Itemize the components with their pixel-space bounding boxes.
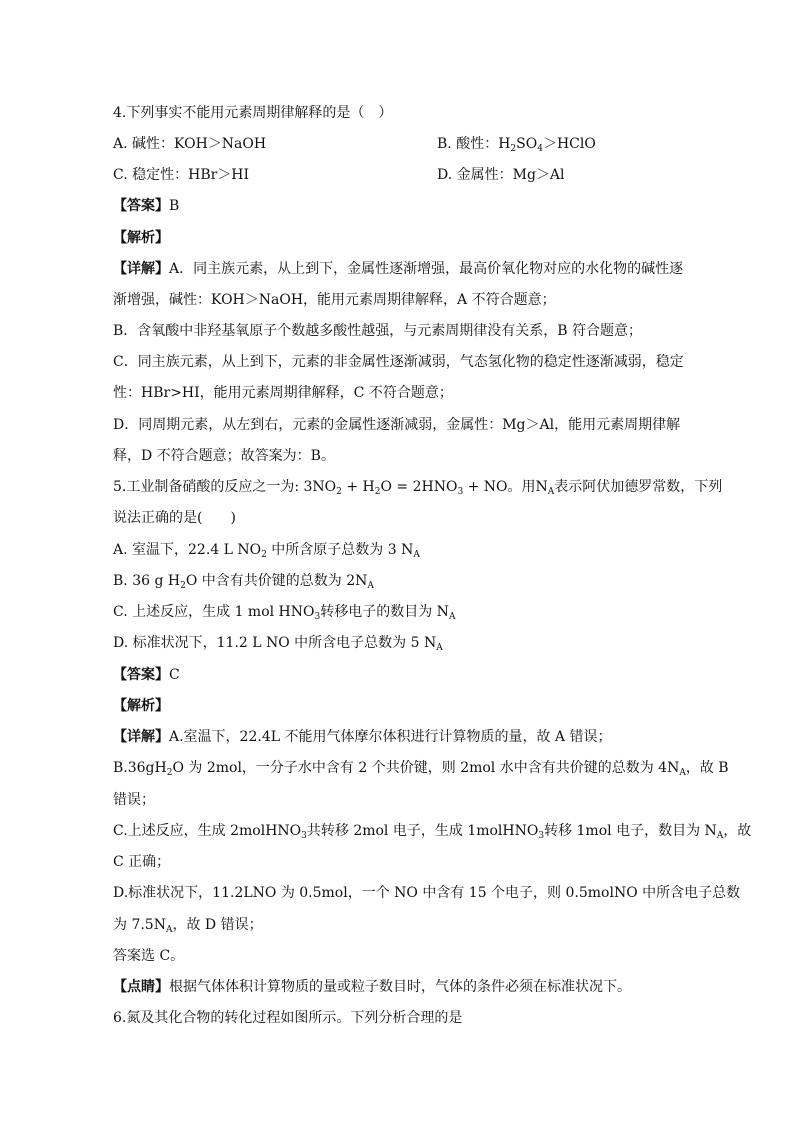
q4-explanation-line: D．同周期元素，从左到右，元素的金属性逐渐减弱，金属性：Mg＞Al，能用元素周期律解 xyxy=(113,417,681,433)
q5-final-answer: 答案选 C。 xyxy=(113,948,185,964)
q4-option-d: D. 金属性：Mg＞Al xyxy=(437,167,565,183)
q5-analysis-heading: 【解析】 xyxy=(113,698,169,714)
q5-stem-cont: 说法正确的是( ) xyxy=(113,510,236,526)
q4-option-a: A. 碱性：KOH＞NaOH xyxy=(113,136,267,152)
q5-explanation-line: C 正确； xyxy=(113,854,171,870)
q5-explanation-line: D.标准状况下，11.2LNO 为 0.5mol，一个 NO 中含有 15 个电子，则 0.5molNO 中所含电子总数 xyxy=(113,885,741,901)
q5-explanation-line: 为 $7.5N_A$，故 D 错误； xyxy=(113,917,263,935)
q4-explanation-line: 性：HBr>HI，能用元素周期律解释，C 不符合题意； xyxy=(113,385,453,401)
q5-answer: 【答案】C xyxy=(113,667,180,683)
q5-explanation-line: 【详解】A.室温下，22.4L 不能用气体摩尔体积进行计算物质的量，故 A 错误； xyxy=(113,729,612,745)
q5-stem: 5.工业制备硝酸的反应之一为: $3NO_2 + H_2O = 2HNO_3$ + NO。用$N_A$表示阿伏加德罗常数，下列 xyxy=(113,479,723,497)
q5-explanation-line: 错误； xyxy=(113,792,155,808)
q4-explanation-line: B．含氧酸中非羟基氧原子个数越多酸性越强，与元素周期律没有关系，B 符合题意； xyxy=(113,323,643,339)
q5-option-c: C. 上述反应，生成 1 mol $HNO_3$转移电子的数目为 $N_A$ xyxy=(113,604,456,622)
q4-option-c: C. 稳定性：HBr＞HI xyxy=(113,167,250,183)
q6-stem: 6.氮及其化合物的转化过程如图所示。下列分析合理的是 xyxy=(113,1010,463,1026)
q4-analysis-heading: 【解析】 xyxy=(113,230,169,246)
q4-explanation-line: 【详解】A．同主族元素，从上到下，金属性逐渐增强，最高价氧化物对应的水化物的碱性逐 xyxy=(113,261,684,277)
q5-option-b: B. 36 g $H_2O$ 中含有共价键的总数为 $2N_A$ xyxy=(113,573,374,591)
q5-option-d: D. 标准状况下，11.2 L NO 中所含电子总数为 5 $N_A$ xyxy=(113,635,443,653)
q4-answer: 【答案】B xyxy=(113,198,180,214)
q4-explanation-line: 释，D 不符合题意；故答案为：B。 xyxy=(113,448,335,464)
q5-explanation-line: $B.36gH_2O$ 为 2mol，一分子水中含有 2 个共价键，则 2mol 水中含有共价键的总数为 $4N_A$，故 B xyxy=(113,760,729,778)
q5-explanation-line: C.上述反应，生成 2molHNO$_3$共转移 2mol 电子，生成 1molHNO$_3$转移 1mol 电子，数目为 $N_A$，故 xyxy=(113,823,752,841)
q4-option-b: B. 酸性：$H_2SO_4>HClO$ xyxy=(437,136,596,154)
q4-explanation-line: 渐增强，碱性：KOH＞NaOH，能用元素周期律解释，A 不符合题意； xyxy=(113,292,556,308)
q4-explanation-line: C．同主族元素，从上到下，元素的非金属性逐渐减弱，气态氢化物的稳定性逐渐减弱，稳定 xyxy=(113,354,684,370)
q5-option-a: A. 室温下，22.4 L $NO_2$ 中所含原子总数为 3 $N_A$ xyxy=(113,542,420,560)
q4-stem: 4.下列事实不能用元素周期律解释的是（ ） xyxy=(113,105,393,121)
q5-key-point: 【点睛】根据气体体积计算物质的量或粒子数目时，气体的条件必须在标准状况下。 xyxy=(113,979,631,995)
